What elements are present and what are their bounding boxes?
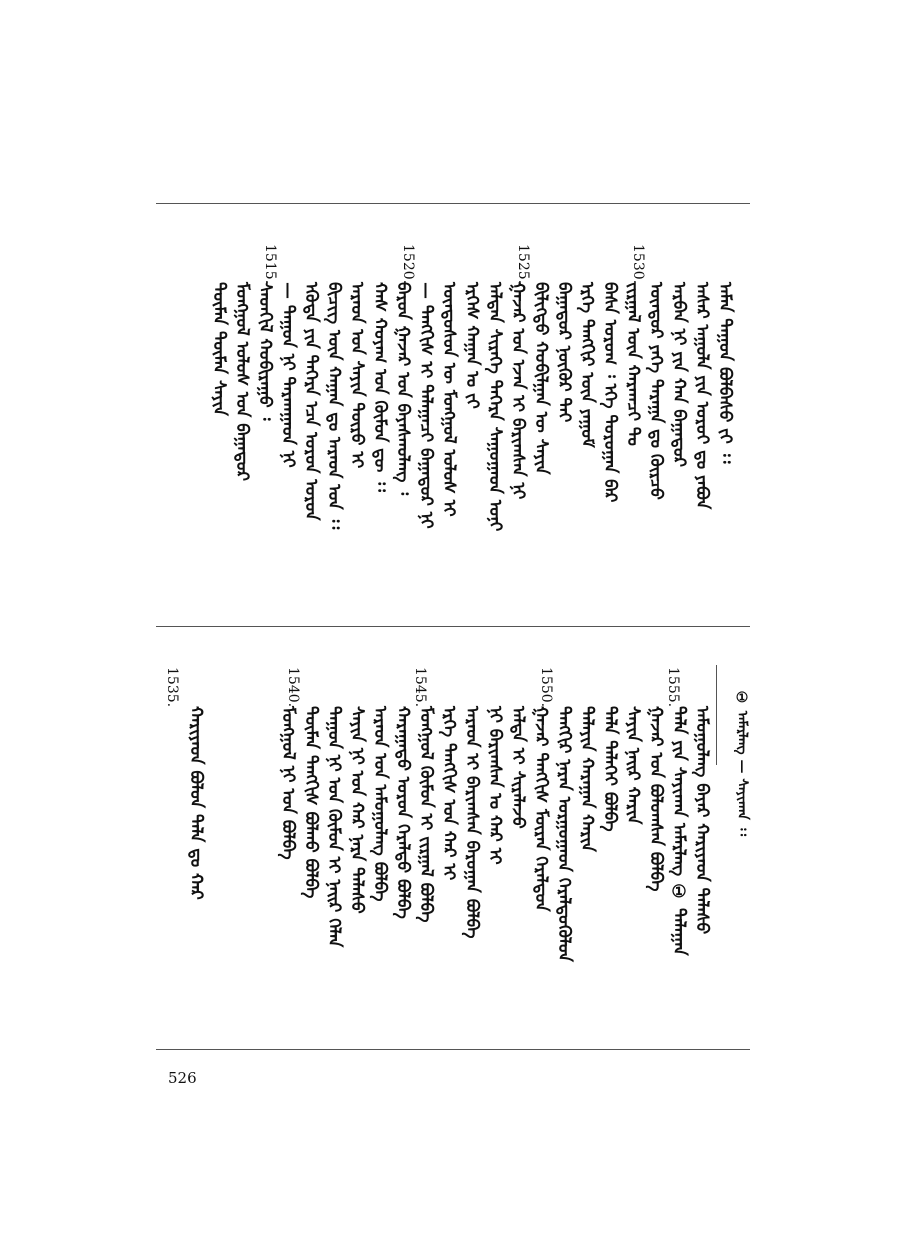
text-line: — ᠳᠠᠭᠤᠨ ᠨᠢ ᠲᠠᠷᠬᠠᠭᠠᠳ ᠨᠢ — [278, 282, 298, 468]
text-line: ᠬᠠᠷᠢᠶᠠᠳ ᠪᠣᠯᠤᠨ ᠲᠠᠯᠠ ᠳᠤ ᠬᠠᠷ — [186, 706, 206, 900]
top-rule — [156, 203, 750, 204]
line-number: 1555. — [665, 667, 681, 708]
text-line: ᠠᠮᠠᠨ ᠳᠠᠭᠤᠨ ᠪᠤᠯᠪᠠᠰᠤ ᠵᠢ ᠄᠄ — [715, 282, 735, 464]
line-number: 1535. — [164, 667, 180, 708]
bottom-rule — [156, 1049, 750, 1050]
line-number: 1540. — [285, 667, 301, 708]
text-line: ᠡᠷᠬᠡᠰ ᠬᠠᠭᠠᠨ ᠤ ᠵᠢ — [462, 282, 482, 409]
text-line: ᠦᠨᠳᠦᠰᠦᠨ ᠦ ᠮᠣᠩᠭᠣᠯ ᠤᠯᠤᠰ ᠢ — [439, 282, 459, 517]
text-line: ᠲᠠᠯᠠᠶᠢᠨ ᠬᠠᠷᠠᠭᠠᠨ ᠬᠠᠷᠢᠨ — [577, 706, 597, 852]
text-line: ᠰᠡᠳᠬᠢᠯ ᠬᠤᠪᠢᠷᠠᠭᠤ ᠄ — [255, 282, 275, 421]
line-number: 1545. — [412, 667, 428, 708]
text-line: ᠠᠷᠠᠳ ᠤᠨ ᠠᠮᠤᠭᠤᠯᠠᠩ ᠪᠣᠯᠪᠠ — [370, 706, 390, 902]
text-line: ᠪᠢᠯᠢᠭᠲᠦ ᠬᠤᠪᠢᠯᠭᠠᠨ ᠦ ᠰᠠᠶᠢᠨ — [531, 282, 551, 475]
line-number: 1520. — [400, 244, 416, 285]
text-line: ᠮᠣᠩᠭᠣᠯ ᠬᠦᠮᠦᠨ ᠢ ᠵᠢᠷᠭᠠᠯ ᠪᠣᠯᠪᠠ — [416, 706, 436, 923]
text-line: ᠠᠷᠠᠳ ᠤᠨ ᠰᠠᠶᠢᠨ ᠲᠦᠷᠦ ᠢ — [347, 282, 367, 469]
text-line: ᠠᠯᠲᠠᠨ ᠰᠢᠷᠡᠭᠡ ᠳᠡᠭᠡᠷᠡ ᠰᠠᠭᠤᠭᠠᠳ ᠣᠨᠢ — [485, 282, 505, 532]
text-line: ᠲᠦᠮᠡᠨ ᠲᠡᠩᠭᠢᠰ ᠪᠣᠯᠬᠤ ᠪᠣᠯᠪᠠ — [301, 706, 321, 899]
text-line: ᠰᠠᠶᠢᠨ ᠨᠢ ᠤᠨ ᠬᠠᠷ ᠨᠠᠷᠠ ᠲᠠᠯᠠᠰᠤ — [347, 706, 367, 914]
text-line: ᠨᠢ ᠪᠠᠷᠢᠭᠰᠠᠨ ᠤ ᠬᠠᠷ ᠢ — [485, 706, 505, 865]
text-line: ᠵᠢᠷᠭᠠᠯ ᠦᠨ ᠬᠠᠷᠠᠭᠴᠢ ᠲᠤ — [623, 282, 643, 446]
text-line: ᠪᠠᠷᠤᠨ ᠭᠠᠵᠠᠷ ᠤᠨ ᠪᠠᠶᠠᠰᠬᠤᠯᠠᠩ ᠄ — [393, 282, 413, 496]
text-line: ᠬᠠᠷᠠᠭᠠᠲᠤ ᠣᠷᠣᠨ ᠭᠡᠷᠡᠯᠲᠦ ᠪᠣᠯᠪᠠ — [393, 706, 413, 919]
text-line: ᠠᠰᠠᠷ ᠠᠭᠤᠯᠠ ᠶᠢᠨ ᠣᠷᠣᠢ ᠳᠤ ᠶᠠᠪᠤᠨ — [692, 282, 712, 510]
text-line: ᠪᠠᠰᠠ ᠤᠷᠤᠭ ᠄ ᠡᠬᠡ ᠳᠣᠷᠣᠭᠠᠨ ᠪᠠᠷ — [600, 282, 620, 503]
text-line: ᠭᠠᠵᠠᠷ ᠲᠡᠩᠭᠢᠰ ᠮᠥᠷᠡᠨ ᠭᠡᠷᠡᠯᠲᠦᠨ — [531, 706, 551, 912]
text-line: ᠬᠠᠰ ᠬᠤᠶᠠᠭ ᠤᠨ ᠬᠦᠮᠦᠨ ᠳᠦ ᠄᠄ — [370, 282, 390, 492]
line-number: 1550. — [538, 667, 554, 708]
text-line: ᠠᠷᠪᠠᠨ ᠨᠢ ᠶᠢᠨ ᠬᠠᠨ ᠪᠠᠭᠠᠲᠤᠷ — [669, 282, 689, 468]
text-line: ᠲᠠᠯᠠ ᠳᠡᠯᠡᠬᠡᠢ ᠪᠣᠯᠪᠠ — [600, 706, 620, 832]
line-number: 1525. — [515, 244, 531, 285]
line-number: 1515. — [262, 244, 278, 285]
line-number: 1530. — [630, 244, 646, 285]
text-line: ᠪᠢᠴᠢᠭ ᠦᠨ ᠬᠠᠭᠠᠨ ᠳᠤ ᠠᠷᠠᠳ ᠤᠨ ᠄᠄ — [324, 282, 344, 530]
text-line: ᠮᠣᠩᠭᠣᠯ ᠨᠢ ᠤᠨ ᠪᠣᠯᠪᠠ — [278, 706, 298, 860]
text-line: ᠡᠷᠬᠡ ᠲᠡᠩᠭᠢᠷ ᠦᠨ ᠶᠠᠭᠤᠮ — [577, 282, 597, 448]
text-line: ᠪᠠᠭᠠᠲᠤᠷ ᠨᠥᠬᠦᠷ ᠲᠡᠢ — [554, 282, 574, 423]
text-line: ᠠᠯᠲᠠ ᠢ ᠰᠢᠷᠠᠯᠠᠵᠤ — [508, 706, 528, 829]
text-line: ᠰᠠᠶᠢᠨ ᠨᠠᠢᠷ ᠬᠠᠷᠢᠨ — [623, 706, 643, 825]
text-line: ᠲᠡᠩᠭᠢᠷ ᠨᠠᠷᠠᠨ ᠤᠷᠭᠤᠭᠠᠳ ᠭᠡᠷᠡᠯᠲᠦᠭᠦᠯᠦᠨ — [554, 706, 574, 962]
text-line: ᠲᠠᠯᠠ ᠶᠢᠨ ᠰᠠᠶᠢᠬᠠᠨ ᠠᠮᠠᠷᠯᠠᠩ ① ᠲᠠᠯᠠᠭᠠᠨ — [669, 706, 689, 956]
text-line: ᠲᠦᠮᠡᠨ ᠲᠦᠮᠡᠨ ᠰᠠᠶᠢᠨ — [209, 282, 229, 416]
text-line: — ᠲᠡᠩᠭᠢᠰ ᠢ ᠲᠠᠯᠠᠭᠠᠴᠢ ᠪᠠᠭᠠᠲᠤᠷ ᠨᠢ — [416, 282, 436, 529]
text-line: ᠭᠠᠵᠠᠷ ᠤᠨ ᠡᠵᠡᠨ ᠢ ᠪᠠᠷᠢᠭᠰᠠᠨ ᠨᠢ — [508, 282, 528, 500]
footnote: ① ᠠᠮᠠᠷᠯᠠᠩ — ᠰᠠᠶᠢᠬᠠᠨ ᠄᠄ — [734, 690, 750, 837]
text-line: ᠦᠨᠳᠦᠷ ᠶᠡᠬᠡ ᠲᠠᠷᠠᠭᠠ ᠳᠤ ᠬᠦᠷᠴᠦ — [646, 282, 666, 500]
text-line: ᠡᠭᠦᠳᠡ ᠶᠢᠨ ᠳᠡᠭᠡᠷᠡ ᠡᠴᠡ ᠣᠷᠣᠨ ᠣᠷᠣᠨ — [301, 282, 321, 521]
text-line: ᠡᠷᠬᠡ ᠲᠡᠩᠭᠢᠰ ᠤᠨ ᠬᠠᠷ ᠢ — [439, 706, 459, 881]
text-line: ᠭᠠᠵᠠᠷ ᠤᠨ ᠪᠣᠯᠣᠭᠰᠠᠨ ᠪᠣᠯᠪᠠ — [646, 706, 666, 892]
text-line: ᠠᠷᠠᠳ ᠢ ᠪᠠᠷᠢᠭᠰᠠᠨ ᠪᠠᠷᠤᠭᠠᠨ ᠪᠣᠯᠪᠠ — [462, 706, 482, 939]
text-line: ᠮᠣᠩᠭᠣᠯ ᠤᠯᠤᠰ ᠤᠨ ᠪᠠᠭᠠᠲᠤᠷ — [232, 282, 252, 482]
text-line: ᠠᠮᠤᠭᠤᠯᠠᠩ ᠪᠠᠶᠠᠷ ᠬᠠᠷᠢᠶᠠᠳ ᠲᠠᠯᠠᠰᠤ — [692, 706, 712, 935]
text-line: ᠳᠠᠭᠤᠨ ᠨᠢ ᠤᠨ ᠬᠦᠮᠦᠨ ᠢ ᠨᠠᠢᠷ ᠬᠡᠯᠡᠨ — [324, 706, 344, 948]
middle-rule — [156, 626, 750, 627]
page-number: 526 — [168, 1069, 197, 1087]
